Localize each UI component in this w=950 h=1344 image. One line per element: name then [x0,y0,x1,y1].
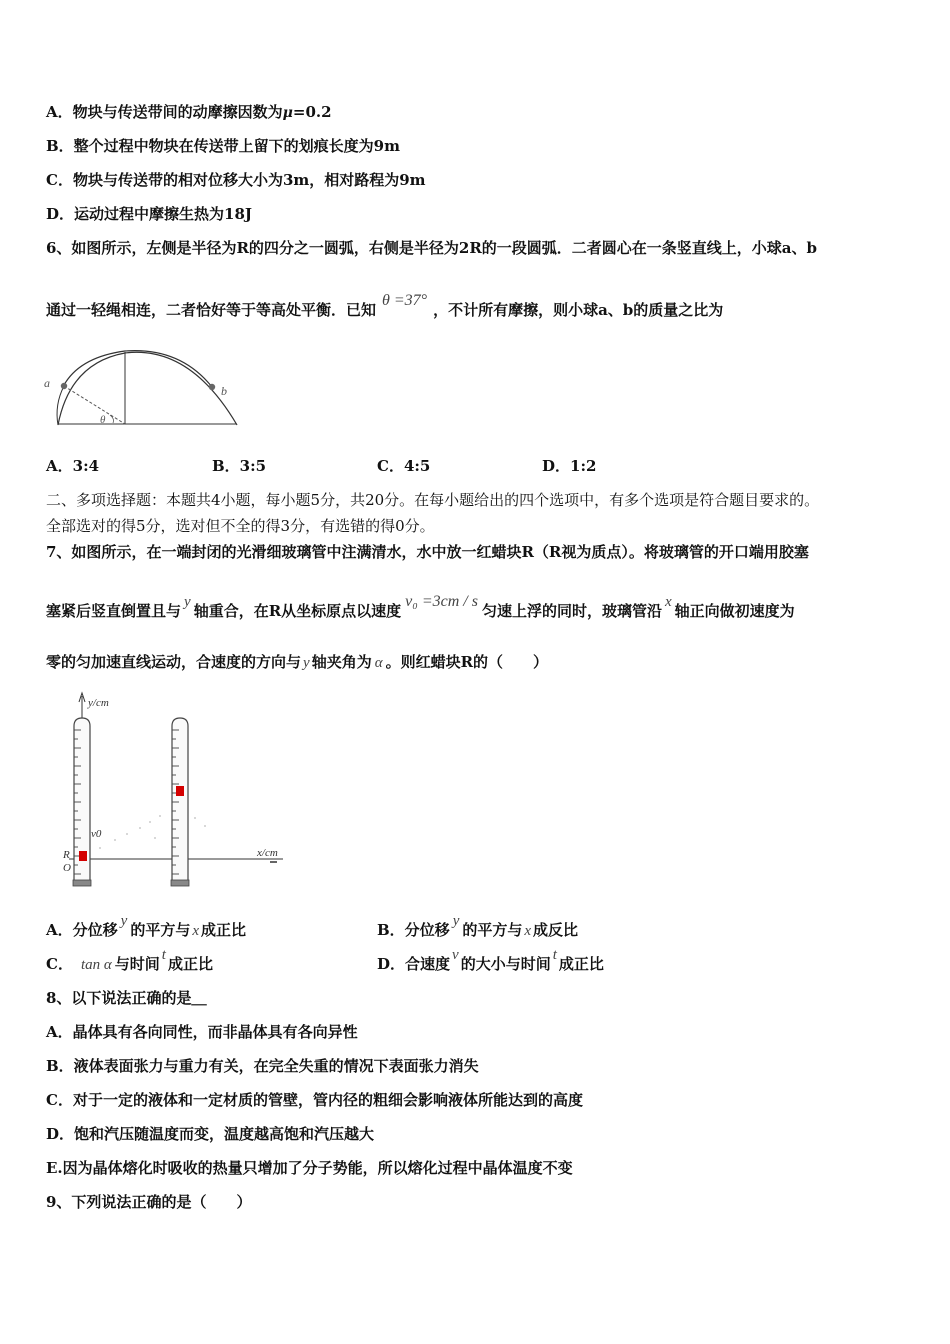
q8-option-a: A．晶体具有各向同性，而非晶体具有各向异性 [46,1023,358,1041]
trajectory-dots [99,815,206,849]
q7-option-c: C． tan α 与时间 t 成正比 [46,947,213,973]
q5-option-b: B．整个过程中物块在传送带上留下的划痕长度为9m [46,137,400,155]
q5-option-d: D．运动过程中摩擦生热为18J [46,205,252,223]
v0-equation: v₀ =3cm / s [405,593,478,610]
q7-stem-line2: 塞紧后竖直倒置且与 y 轴重合，在R从坐标原点以速度v₀ =3cm / s匀速上浮的同时，玻璃管沿 x 轴正向做初速度为 [46,593,795,620]
q6-figure [40,345,250,435]
q8-option-d: D．饱和汽压随温度而变，温度越高饱和汽压越大 [46,1125,375,1143]
origin-label: O [63,862,71,874]
q6-option-c: C．4:5 [377,457,431,475]
q8-option-c: C．对于一定的液体和一定材质的管壁，管内径的粗细会影响液体所能达到的高度 [46,1091,583,1109]
wax-block-start [79,851,87,861]
q7-option-a: A．分位移 y 的平方与 x 成正比 [46,913,247,939]
v0-label: v0 [91,828,102,840]
ball-b [209,384,215,390]
theta-equation: θ =37° [382,292,428,309]
section2-heading-line2: 全部选对的得5分，选对但不全的得3分，有选错的得0分。 [46,517,435,535]
q7-stem-line1: 7、如图所示，在一端封闭的光滑细玻璃管中注满清水，水中放一红蜡块R（R视为质点）。将玻璃管的开口端用胶塞 [46,543,809,561]
q8-title: 8、以下说法正确的是＿ [46,989,207,1007]
q8-option-b: B．液体表面张力与重力有关，在完全失重的情况下表面张力消失 [46,1057,479,1075]
q5-option-a: A．物块与传送带间的动摩擦因数为μ=0.2 [46,103,332,121]
q7-option-d: D．合速度 v 的大小与时间 t 成正比 [377,947,604,973]
q7-figure [55,688,290,893]
dashed-radius [64,386,125,424]
label-a: a [44,376,50,390]
q6-stem-line1: 6、如图所示，左侧是半径为R的四分之一圆弧，右侧是半径为2R的一段圆弧．二者圆心在一条竖直线上，小球a、b [46,239,818,257]
q8-option-e: E.因为晶体熔化时吸收的热量只增加了分子势能，所以熔化过程中晶体温度不变 [46,1159,573,1177]
label-theta: θ [100,414,106,426]
q6-stem-line2: 通过一轻绳相连，二者恰好等于等高处平衡．已知θ =37°，不计所有摩擦，则小球a、b的质量之比为 [46,292,724,319]
R-label: R [63,849,70,861]
rope [64,351,212,387]
x-axis-label: x/cm [257,847,278,859]
y-axis-label: y/cm [88,697,109,709]
q5-option-c: C．物块与传送带的相对位移大小为3m，相对路程为9m [46,171,426,189]
ball-a [61,383,67,389]
wax-block-moved [176,786,184,796]
q6-option-b: B．3:5 [212,457,267,475]
q7-option-b: B．分位移 y 的平方与 x 成反比 [377,913,579,939]
q7-stem-line3: 零的匀加速直线运动，合速度的方向与 y 轴夹角为 α 。则红蜡块R的（ ） [46,653,549,671]
q9-title: 9、下列说法正确的是（ ） [46,1193,252,1211]
q6-option-a: A．3:4 [46,457,100,475]
q6-option-d: D．1:2 [542,457,597,475]
glass-tube-right [171,718,189,886]
label-b: b [221,384,227,398]
section2-heading-line1: 二、多项选择题：本题共4小题，每小题5分，共20分。在每小题给出的四个选项中，有多个选项是符合题目要求的。 [46,491,820,509]
